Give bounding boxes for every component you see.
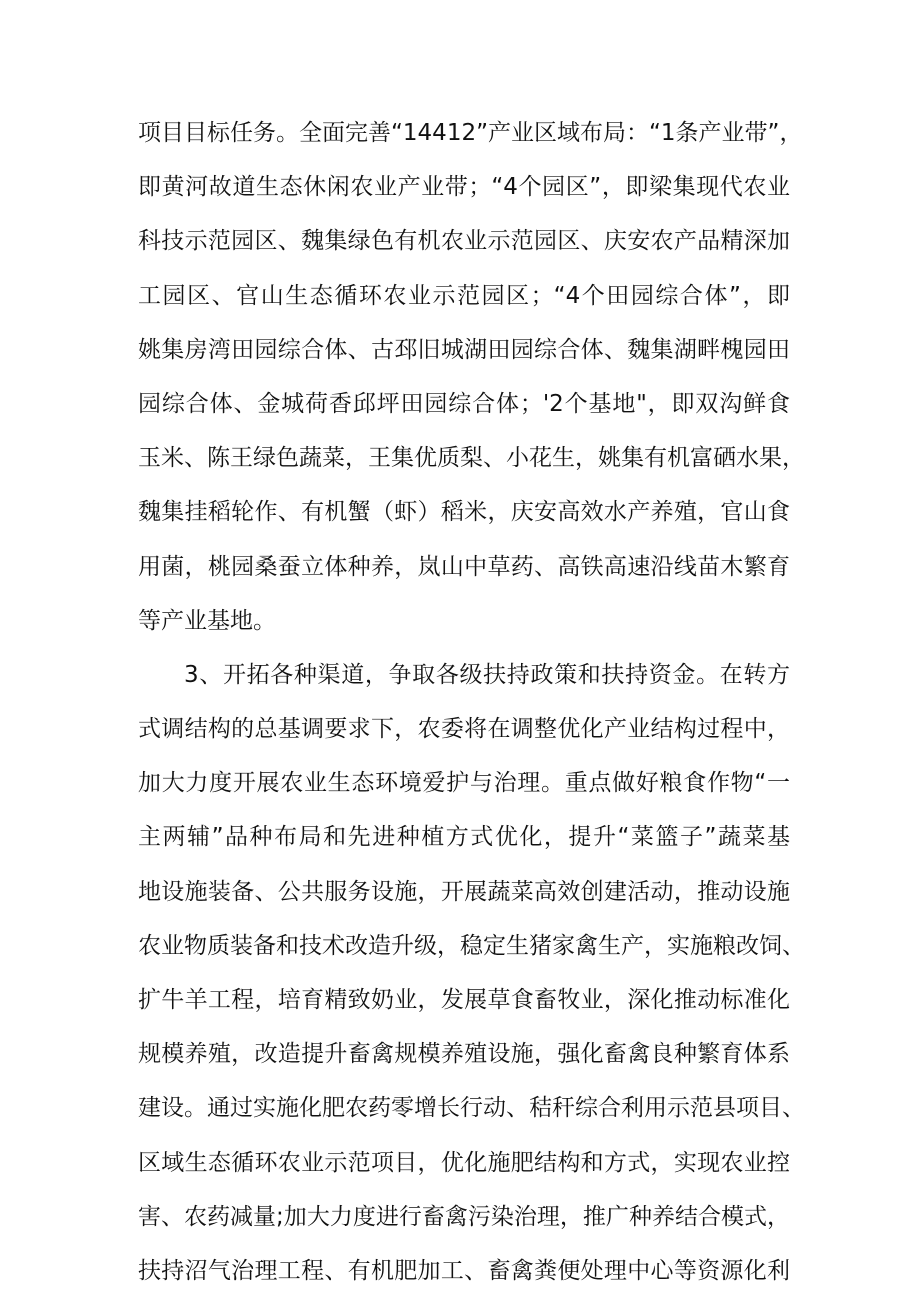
text-line: 地设施装备、公共服务设施，开展蔬菜高效创建活动，推动设施 [138, 878, 790, 905]
text-line: 玉米、陈王绿色蔬菜，王集优质梨、小花生，姚集有机富硒水果， [138, 445, 805, 472]
text-line: 园综合体、金城荷香邱坪田园综合体；'2个基地"，即双沟鲜食 [138, 390, 790, 417]
paragraph [138, 648, 805, 1298]
text-line: 主两辅”品种布局和先进种植方式优化，提升“菜篮子”蔬菜基 [138, 824, 790, 851]
text-line: 区域生态循环农业示范项目，优化施肥结构和方式，实现农业控 [138, 1149, 790, 1176]
document-body [138, 106, 805, 1298]
text-line: 建设。通过实施化肥农药零增长行动、秸秆综合利用示范县项目、 [138, 1095, 805, 1122]
text-line: 科技示范园区、魏集绿色有机农业示范园区、庆安农产品精深加 [138, 228, 790, 255]
text-line: 等产业基地。 [138, 607, 276, 634]
text-line: 加大力度开展农业生态环境爱护与治理。重点做好粮食作物“一 [138, 770, 790, 797]
text-line: 用菌，桃园桑蚕立体种养，岚山中草药、高铁高速沿线苗木繁育 [138, 553, 790, 580]
text-line: 3、开拓各种渠道，争取各级扶持政策和扶持资金。在转方 [184, 661, 790, 688]
text-line: 扩牛羊工程，培育精致奶业，发展草食畜牧业，深化推动标准化 [138, 987, 790, 1013]
text-line: 害、农药减量;加大力度进行畜禽污染治理，推广种养结合模式， [138, 1203, 790, 1230]
text-line: 工园区、官山生态循环农业示范园区；“4个田园综合体”，即 [138, 282, 790, 309]
text-line: 项目目标任务。全面完善“14412”产业区域布局：“1条产业带”， [138, 120, 803, 146]
paragraph [138, 106, 805, 648]
text-line: 魏集挂稻轮作、有机蟹（虾）稻米，庆安高效水产养殖，官山食 [138, 499, 790, 526]
text-line: 农业物质装备和技术改造升级，稳定生猪家禽生产，实施粮改饲、 [138, 932, 805, 959]
text-line: 规模养殖，改造提升畜禽规模养殖设施，强化畜禽良种繁育体系 [138, 1041, 790, 1068]
text-line: 扶持沼气治理工程、有机肥加工、畜禽粪便处理中心等资源化利 [138, 1257, 790, 1284]
text-line: 式调结构的总基调要求下，农委将在调整优化产业结构过程中， [138, 716, 790, 743]
text-line: 即黄河故道生态休闲农业产业带；“4个园区”，即梁集现代农业 [138, 174, 790, 201]
text-line: 姚集房湾田园综合体、古邳旧城湖田园综合体、魏集湖畔槐园田 [138, 336, 790, 363]
